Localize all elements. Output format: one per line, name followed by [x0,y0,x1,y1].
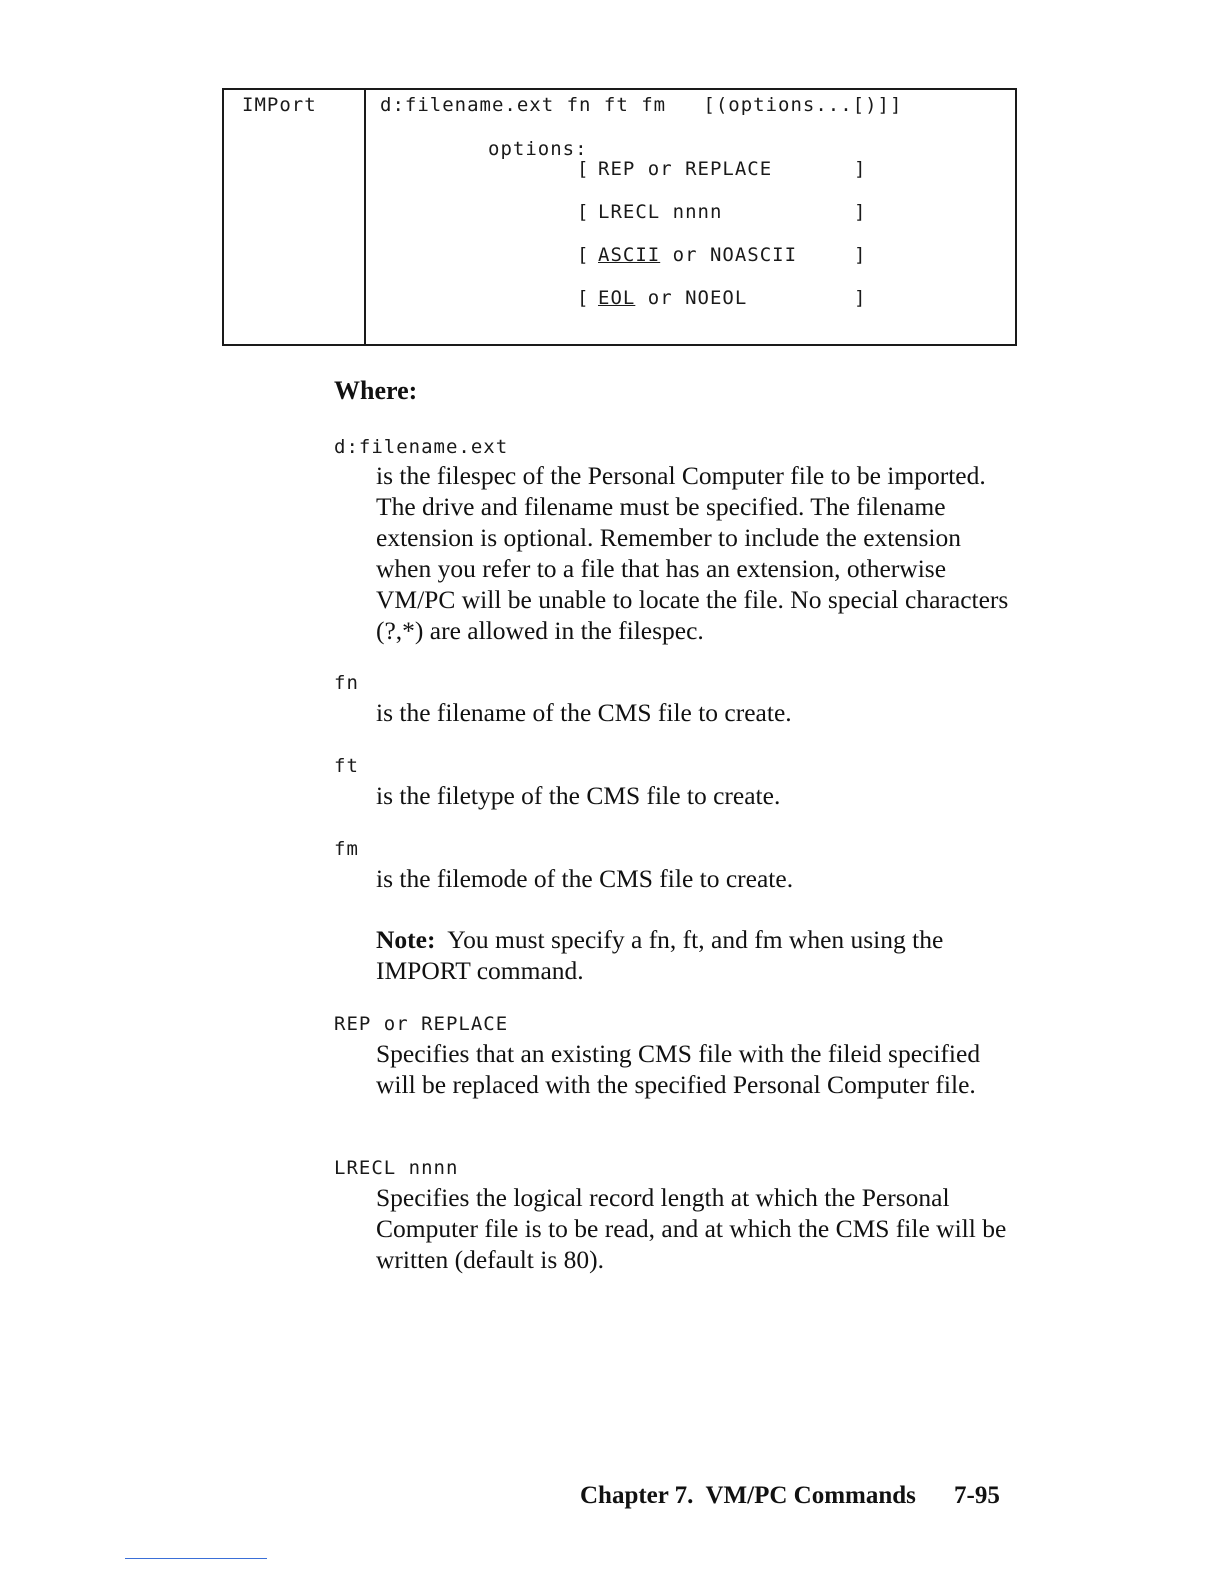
command-operands: d:filename.ext fn ft fm [(options...[)]] [380,94,903,116]
param-desc-replace: Specifies that an existing CMS file with the fileid specified will be replaced with the specified Personal Computer file. [376,1039,981,1099]
open-bracket: [ [577,201,590,223]
syntax-divider [364,90,366,344]
option-row-eol [577,287,877,313]
param-desc-fn: is the filename of the CMS file to create. [376,698,792,727]
note [376,924,1016,986]
open-bracket: [ [577,287,590,309]
open-bracket: [ [577,244,590,266]
param-term-filespec: d:filename.ext [334,436,509,458]
option-text: REP or REPLACE [598,158,773,180]
footer-rule [125,1558,267,1559]
option-text [598,244,797,266]
close-bracket: ] [854,244,867,266]
close-bracket: ] [854,287,867,309]
param-desc-lrecl: Specifies the logical record length at which the Personal Computer file is to be read, and at which the CMS file will be written (default is 80). [376,1183,1007,1274]
param-desc-filespec: is the filespec of the Personal Computer file to be imported. The drive and filename must be specified. The filename extension is optional. Remember to include the extension when you refer to a file that has an extension, otherwise VM/PC will be unable to locate the file. No special characters (?,*) are allowed in the filespec. [376,461,1009,645]
param-term-lrecl: LRECL nnnn [334,1157,459,1179]
options-label: options: [488,138,588,160]
close-bracket: ] [854,158,867,180]
option-row-lrecl [577,201,877,227]
option-default: ASCII [598,244,661,266]
syntax-box [222,88,1017,346]
close-bracket: ] [854,201,867,223]
option-row-ascii [577,244,877,270]
footer-page-number: 7-95 [954,1482,1000,1509]
option-alternative: or NOEOL [635,287,748,309]
param-desc-fm: is the filemode of the CMS file to create. [376,864,794,893]
note-text: You must specify a fn, ft, and fm when using the IMPORT command. [376,925,944,985]
option-row-replace [577,158,877,184]
option-text [598,287,747,309]
option-alternative: or NOASCII [660,244,798,266]
param-term-ft: ft [334,755,359,777]
option-text: LRECL nnnn [598,201,723,223]
open-bracket: [ [577,158,590,180]
where-heading: Where: [334,376,418,405]
command-name: IMPort [242,94,317,116]
param-term-fm: fm [334,838,359,860]
note-label: Note: [376,925,436,954]
footer-chapter: Chapter 7. VM/PC Commands [580,1482,916,1509]
param-desc-ft: is the filetype of the CMS file to create. [376,781,781,810]
option-default: EOL [598,287,636,309]
param-term-fn: fn [334,672,359,694]
param-term-replace: REP or REPLACE [334,1013,509,1035]
